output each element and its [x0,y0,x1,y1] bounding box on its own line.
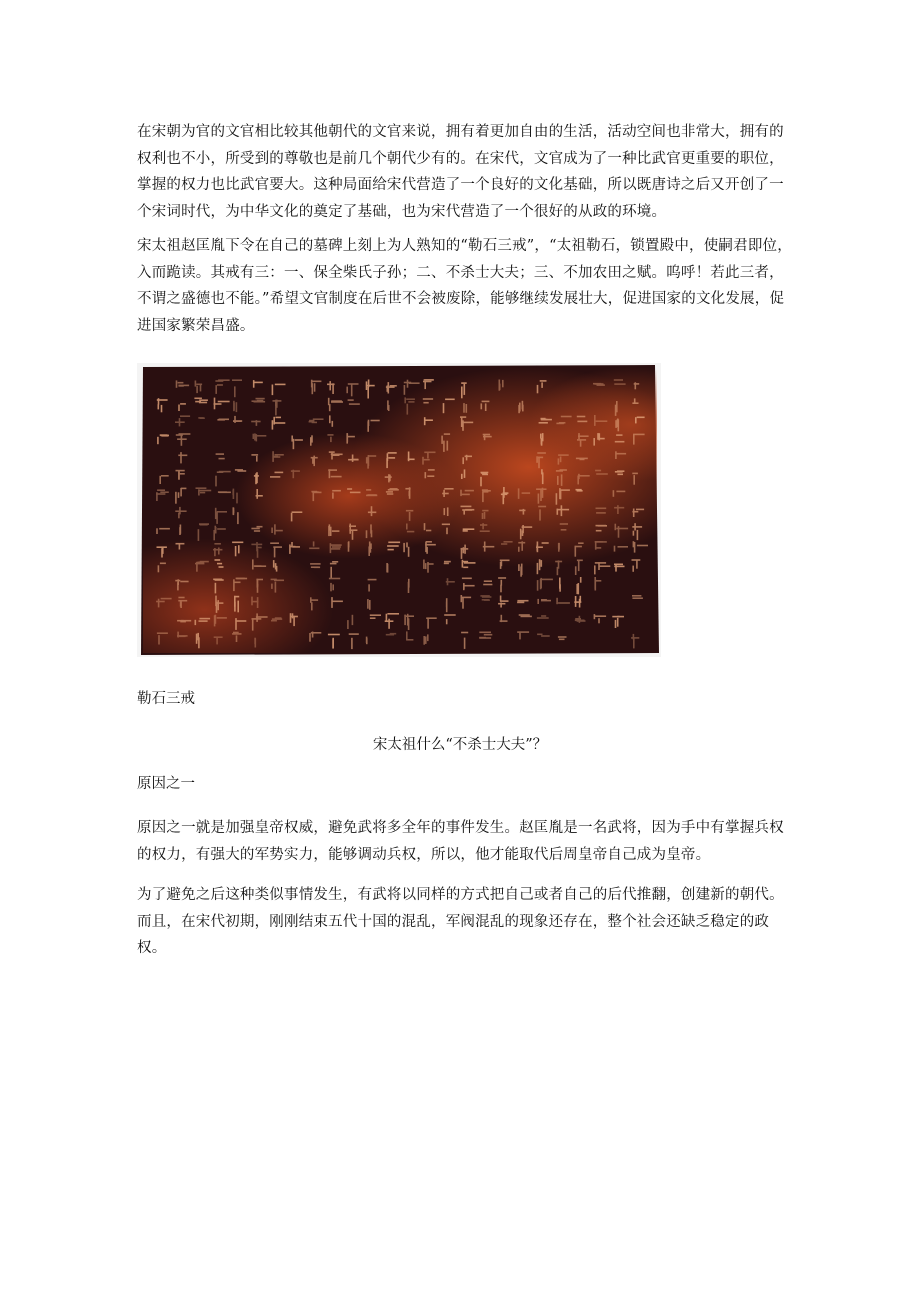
paragraph-civil-officials: 在宋朝为官的文官相比较其他朝代的文官来说，拥有着更加自由的生活，活动空间也非常大，拥有的权利也不小，所受到的尊敬也是前几个朝代少有的。在宋代，文官成为了一种比武官更重要的职位，掌握的权力也比武官要大。这种局面给宋代营造了一个良好的文化基础，所以既唐诗之后又开创了一个宋词时代，为中华文化的奠定了基础，也为宋代营造了一个很好的从政的环境。 [137,124,784,220]
stele-glyph-mark [218,491,231,493]
section-heading: 宋太祖什么“不杀士大夫”？ [372,737,548,753]
stele-glyph-mark [366,637,368,645]
stele-glyph-mark [348,541,350,551]
paragraph-avoid-usurpation: 为了避免之后这种类似事情发生，有武将以同样的方式把自己或者自己的后代推翻，创建新的朝代。而且，在宋代初期，刚刚结束五代十国的混乱，军阀混乱的现象还存在，整个社会还缺乏稳定的政权。 [137,887,784,956]
stele-rubbing-image [137,363,661,657]
subheading: 原因之一 [137,776,195,792]
stele-glyph-mark [254,638,256,648]
stele-glyph-mark [446,598,448,612]
image-caption: 勒石三戒 [137,691,195,707]
stele-glyph-mark [386,563,388,573]
paragraph-three-precepts: 宋太祖赵匡胤下令在自己的墓碑上刻上为人熟知的“勒石三戒”，“太祖勒石，锁置殿中，使嗣君即位，入而跪读。其戒有三：一、保全柴氏子孙；二、不杀士大夫；三、不加农田之赋。呜呼！若此三者，不谓之盛德也不能。”希望文官制度在后世不会被废除，能够继续发展壮大，促进国家的文化发展，促进国家繁荣昌盛。 [137,238,792,334]
paragraph-reason-one: 原因之一就是加强皇帝权威，避免武将多全年的事件发生。赵匡胤是一名武将，因为手中有掌握兵权的权力，有强大的军势实力，能够调动兵权，所以，他才能取代后周皇帝自己成为皇帝。 [137,820,784,863]
